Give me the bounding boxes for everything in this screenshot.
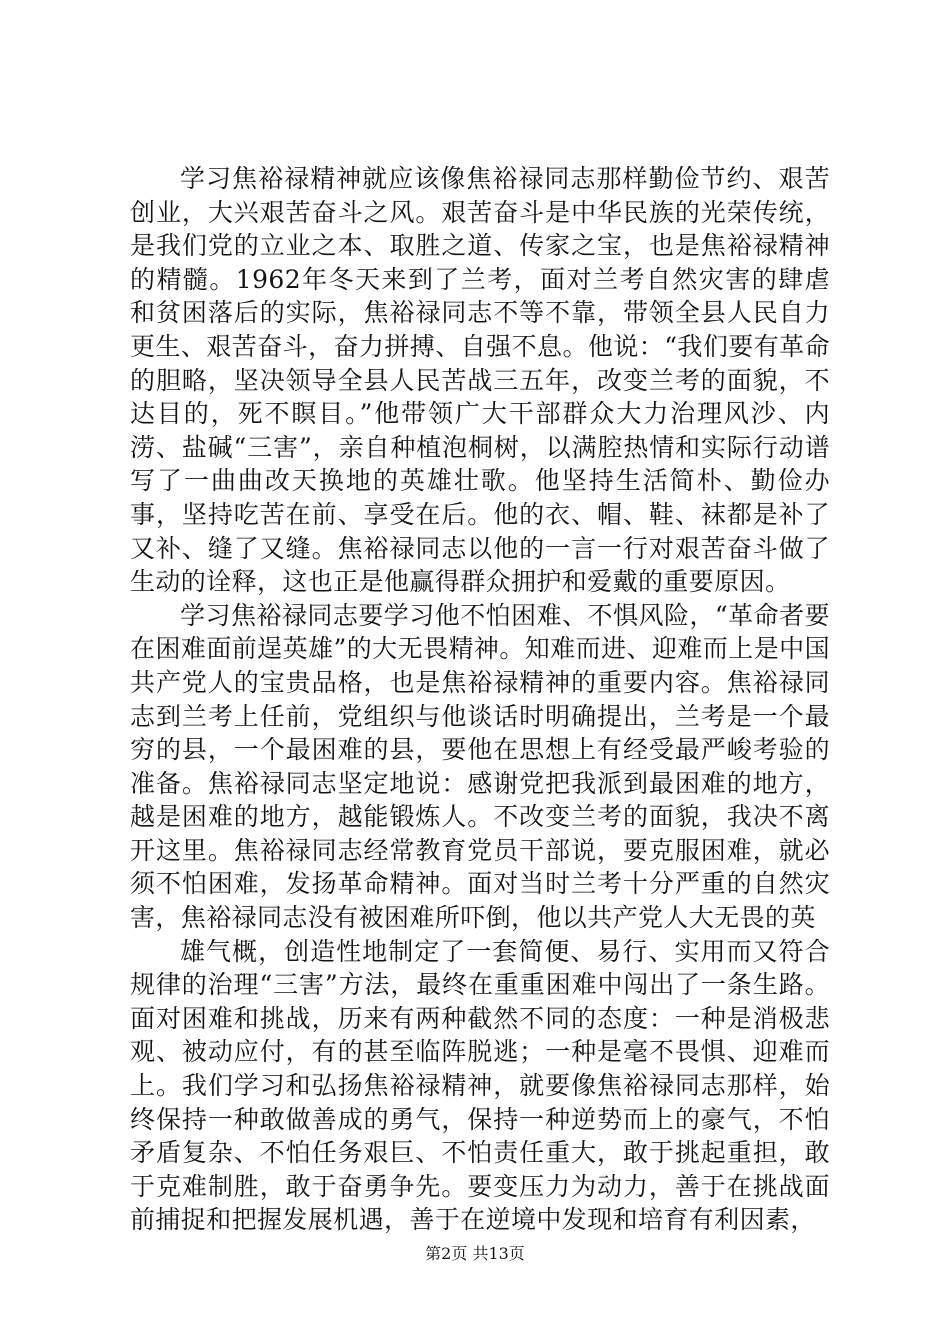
document-body bbox=[130, 162, 830, 1237]
paragraph-1: 学习焦裕禄精神就应该像焦裕禄同志那样勤俭节约、艰苦创业，大兴艰苦奋斗之风。艰苦奋斗是中华民族的光荣传统，是我们党的立业之本、取胜之道、传家之宝，也是焦裕禄精神的精髓。1962年冬天来到了兰考，面对兰考自然灾害的肆虐和贫困落后的实际，焦裕禄同志不等不靠，带领全县人民自力更生、艰苦奋斗，奋力拼搏、自强不息。他说：“我们要有革命的胆略，坚决领导全县人民苦战三五年，改变兰考的面貌，不达目的，死不瞑目。”他带领广大干部群众大力治理风沙、内涝、盐碱“三害”，亲自种植泡桐树，以满腔热情和实际行动谱写了一曲曲改天换地的英雄壮歌。他坚持生活简朴、勤俭办事，坚持吃苦在前、享受在后。他的衣、帽、鞋、袜都是补了又补、缝了又缝。焦裕禄同志以他的一言一行对艰苦奋斗做了生动的诠释，这也正是他赢得群众拥护和爱戴的重要原因。 bbox=[130, 164, 830, 597]
paragraph-2: 学习焦裕禄同志要学习他不怕困难、不惧风险，“革命者要在困难面前逞英雄”的大无畏精神。知难而进、迎难而上是中国共产党人的宝贵品格，也是焦裕禄精神的重要内容。焦裕禄同志到兰考上任前，党组织与他谈话时明确提出，兰考是一个最穷的县，一个最困难的县，要他在思想上有经受最严峻考验的准备。焦裕禄同志坚定地说：感谢党把我派到最困难的地方，越是困难的地方，越能锻炼人。不改变兰考的面貌，我决不离开这里。焦裕禄同志经常教育党员干部说，要克服困难，就必须不怕困难，发扬革命精神。面对当时兰考十分严重的自然灾害，焦裕禄同志没有被困难所吓倒，他以共产党人大无畏的英 bbox=[130, 600, 830, 933]
paragraph-3: 雄气概，创造性地制定了一套简便、易行、实用而又符合规律的治理“三害”方法，最终在重重困难中闯出了一条生路。面对困难和挑战，历来有两种截然不同的态度：一种是消极悲观、被动应付，有的甚至临阵脱逃；一种是毫不畏惧、迎难而上。我们学习和弘扬焦裕禄精神，就要像焦裕禄同志那样，始终保持一种敢做善成的勇气，保持一种逆势而上的豪气，不怕矛盾复杂、不怕任务艰巨、不怕责任重大，敢于挑起重担，敢于克难制胜，敢于奋勇争先。要变压力为动力，善于在挑战面前捕捉和把握发展机遇，善于在逆境中发现和培育有利因素， bbox=[130, 936, 830, 1235]
page-number-footer: 第2页 共13页 bbox=[425, 1244, 525, 1263]
